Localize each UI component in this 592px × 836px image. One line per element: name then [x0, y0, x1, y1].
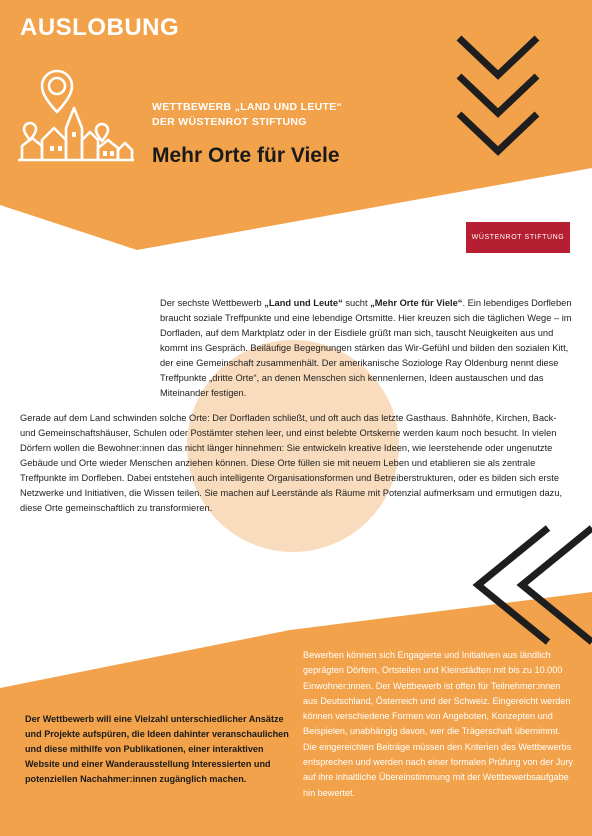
intro-text-1: Der sechste Wettbewerb — [160, 298, 265, 308]
competition-subtitle — [152, 100, 342, 130]
intro-text-3: . Ein lebendiges Dorfleben braucht soziale Treffpunkte und eine lebendige Ortsmitte. Hier kreuzen sich die täglichen Wege – im Dorfladen, auf dem Marktplatz oder in der Eisdiele grüßt man sich, tauscht Neuigkeiten aus und kommt ins Gespräch. Beiläufige Begegnungen stärken das Wir-Gefühl und bilden den sozialen Kitt, der eine Gemeinschaft zusammenhält. Der amerikanische Soziologe Ray Oldenburg nennt diese Treffpunkte „dritte Orte“, an denen Menschen sich kennenlernen, Ideen austauschen und das Miteinander festigen. — [160, 298, 572, 398]
wuestenrot-logo: WÜSTENROT STIFTUNG — [466, 222, 570, 253]
goal-paragraph: Der Wettbewerb will eine Vielzahl unterschiedlicher Ansätze und Projekte aufspüren, die Ideen dahinter veranschaulichen und diese mithilfe von Publikationen, einer interaktiven Website und einer Wanderausstellung Interessierten und potenziellen Nachahmer:innen zugänglich machen. — [25, 714, 289, 784]
intro-paragraph — [160, 296, 572, 401]
page-title: Mehr Orte für Viele — [152, 144, 340, 167]
section-label: AUSLOBUNG — [20, 14, 180, 41]
subtitle-line-1: WETTBEWERB „LAND UND LEUTE“ — [152, 101, 343, 113]
body-paragraph: Gerade auf dem Land schwinden solche Orte: Der Dorfladen schließt, und oft auch das letzte Gasthaus. Bahnhöfe, Kirchen, Back- und Gemeinschaftshäuser, Schulen oder Postämter stehen leer, und einst belebte Ortskerne werden kaum noch besucht. In vielen Dörfern wollen die Bewohner:innen das nicht länger hinnehmen: Sie entwickeln kreative Ideen, wie leerstehende oder ungenutzte Gebäude und Orte wieder Menschen anziehen können. Diese Orte füllen sie mit neuem Leben und etablieren sie als zentrale Treffpunkte im Dorfleben. Dabei entstehen auch intelligente Organisationsformen und Betreiberstrukturen, oder es bilden sich erste Netzwerke und Initiativen, die Wissen teilen. Sie machen auf Leerstände als Räume mit Potenzial aufmerksam und ermutigen dazu, diese Orte gemeinschaftlich zu transformieren. — [20, 413, 563, 513]
eligibility-paragraph: Bewerben können sich Engagierte und Initiativen aus ländlich geprägten Dörfern, Ortsteilen und Kleinstädten mit bis zu 10.000 Einwohner:innen. Der Wettbewerb ist offen für Teilnehmer:innen aus Deutschland, Österreich und der Schweiz. Eingereicht werden können verschiedene Formen von Angeboten, Konzepten und Beispielen, unabhängig davon, wer die Trägerschaft übernimmt. Die eingereichten Beiträge müssen den Kriterien des Wettbewerbs entsprechen und werden nach einer formalen Prüfung von der Jury auf ihre inhaltliche Übereinstimmung mit der Wettbewerbsaufgabe hin bewertet. — [303, 650, 573, 798]
intro-bold-1: „Land und Leute“ — [264, 298, 343, 308]
intro-text-2: sucht — [342, 298, 371, 308]
intro-bold-2: „Mehr Orte für Viele“ — [370, 298, 463, 308]
subtitle-line-2: DER WÜSTENROT STIFTUNG — [152, 116, 307, 128]
